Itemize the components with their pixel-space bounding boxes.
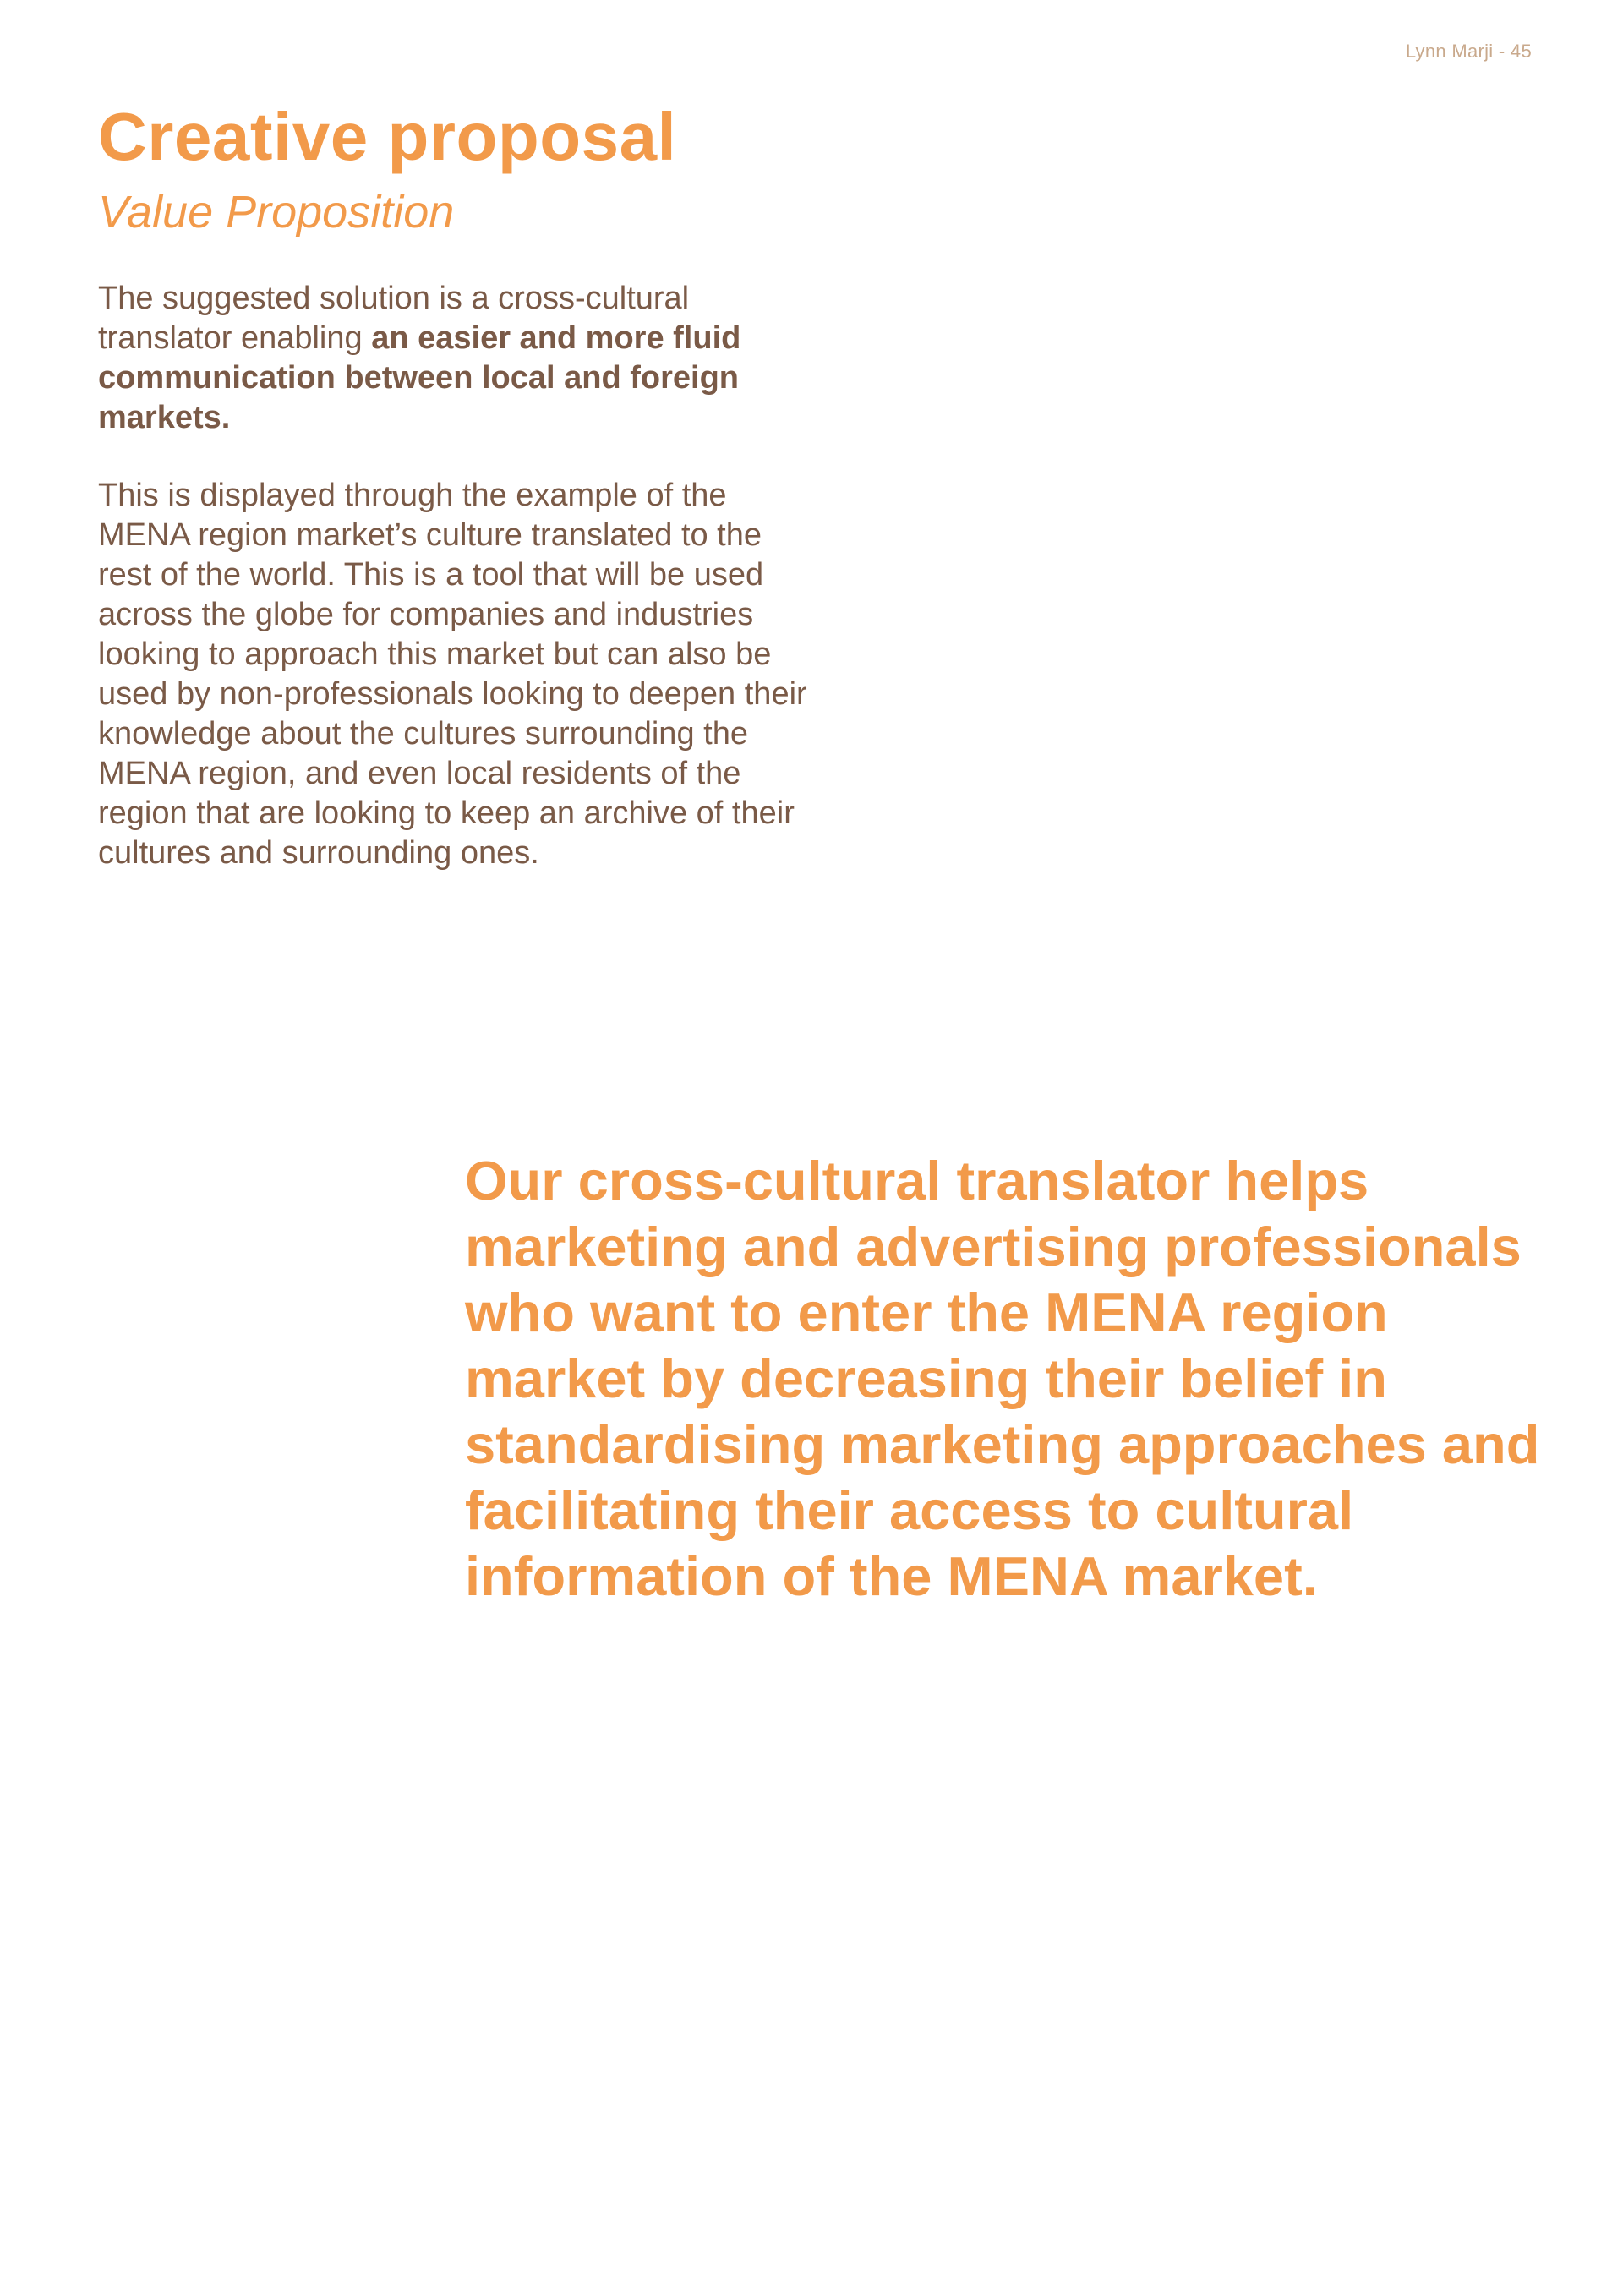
intro-emphasis: an easier and more fluid communication between local and foreign markets. xyxy=(98,320,741,435)
page-subtitle: Value Proposition xyxy=(98,187,455,238)
body-paragraph: This is displayed through the example of the MENA region market’s culture translated to the rest of the world. This is a tool that will be used across the globe for companies and industries looking to approach this market but can also be used by non-professionals looking to deepen their knowledge about the cultures surrounding the MENA region, and even local residents of the region that are looking to keep an archive of their cultures and surrounding ones. xyxy=(98,478,807,871)
page-title: Creative proposal xyxy=(98,99,677,174)
intro-text: The suggested solution is a cross-cultural translator enabling xyxy=(98,281,690,356)
value-proposition-statement: Our cross-cultural translator helps marketing and advertising professionals who want to enter the MENA region market by decreasing their belief in standardising marketing approaches and facilitating their access to cultural information of the MENA market. xyxy=(465,1150,1540,1607)
intro-paragraph xyxy=(98,279,817,438)
page-number-label: Lynn Marji - 45 xyxy=(1405,41,1532,62)
